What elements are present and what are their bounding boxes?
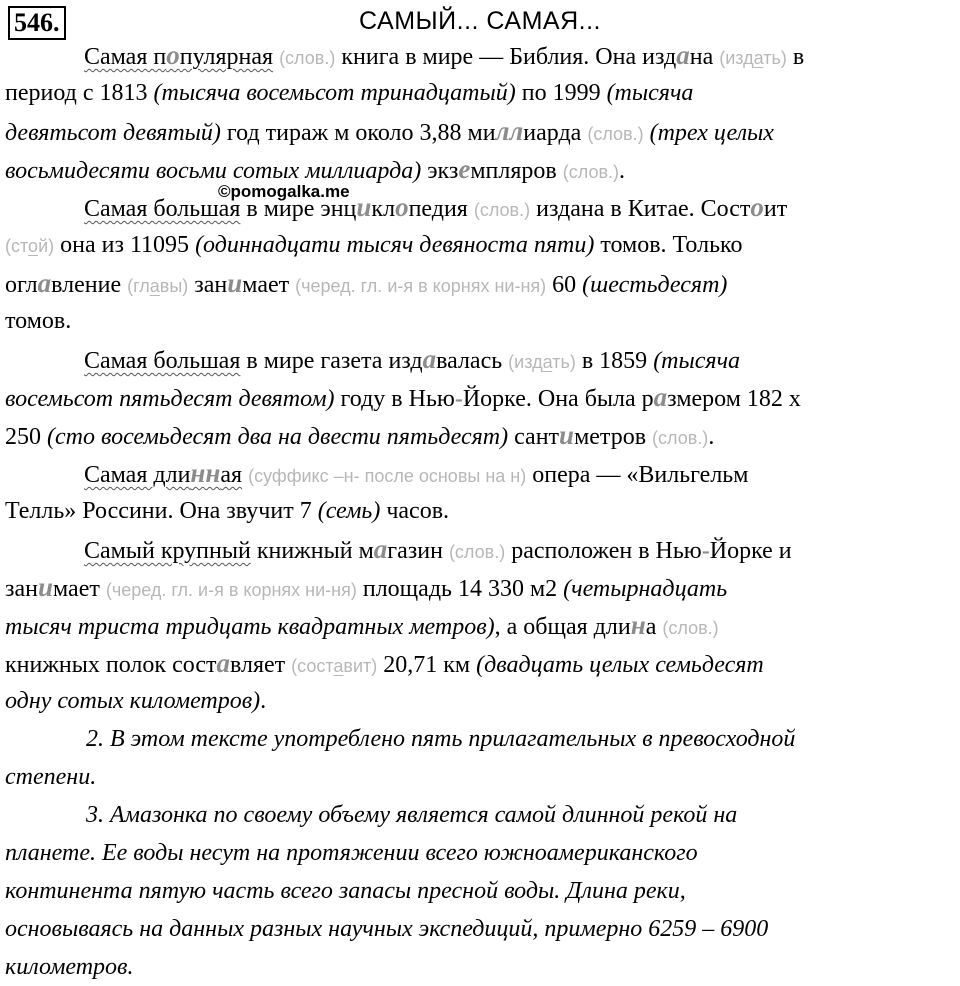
p5-line-2: занимает (черед. гл. и-я в корнях ни-ня) площадь 14 330 м2 (четырнадцать: [5, 572, 728, 602]
highlighted-letter: а: [653, 382, 668, 412]
highlighted-phrase: Самая длинная: [84, 458, 243, 488]
note: (черед. гл. и-я в корнях ни-ня): [295, 276, 547, 296]
p2-line-2: (стой) она из 11095 (одиннадцати тысяч девяноста пяти) томов. Только: [5, 232, 743, 258]
highlighted-letter: и: [356, 192, 372, 222]
note: (составит): [291, 656, 378, 676]
note: (главы): [127, 276, 189, 296]
p1-line-4: восьмидесяти восьми сотых миллиарда) экземпляров (слов.).: [5, 154, 626, 184]
note: (слов.): [587, 124, 644, 144]
note: (слов.): [562, 162, 620, 182]
task3-line-1: 3. Амазонка по своему объему является самой длинной рекой на: [86, 802, 738, 828]
task3-line-5: километров.: [5, 954, 134, 980]
note: (черед. гл. и-я в корнях ни-ня): [105, 580, 357, 600]
highlighted-letter: и: [37, 572, 54, 602]
p2-line-3: оглавление (главы) занимает (черед. гл. и-я в корнях ни-ня) 60 (шестьдесят): [5, 268, 728, 298]
highlighted-letter: лл: [495, 116, 524, 146]
note: (издать): [508, 352, 576, 372]
note: (слов.): [473, 200, 531, 220]
watermark: ©pomogalka.me: [218, 182, 350, 201]
note: (суффикс –н- после основы на н): [248, 466, 527, 486]
p5-line-3: тысяч триста тридцать квадратных метров), а общая длина (слов.): [5, 610, 719, 640]
highlighted-letter: а: [373, 534, 388, 564]
p1-line-3: девятьсот девятый) год тираж м около 3,88 миллиарда (слов.) (трех целых: [5, 116, 774, 146]
highlighted-letter: нн: [190, 458, 221, 488]
task2-line-1: 2. В этом тексте употреблено пять прилагательных в превосходной: [86, 726, 796, 752]
p5-line-1: Самый крупный книжный магазин (слов.) расположен в Нью-Йорке и: [84, 534, 792, 564]
exercise-text: [5, 36, 955, 986]
highlighted-letter: о: [750, 192, 764, 222]
p4-line-2: Телль» Россини. Она звучит 7 (семь) часов.: [5, 498, 450, 524]
p3-line-3: 250 (сто восемьдесят два на двести пятьдесят) сантиметров (слов.).: [5, 420, 715, 450]
task3-line-3: континента пятую часть всего запасы пресной воды. Длина реки,: [5, 878, 686, 904]
task3-line-2: планете. Ее воды несут на протяжении всего южноамериканского: [5, 840, 698, 866]
highlighted-letter: о: [395, 192, 409, 222]
note: (слов.): [448, 542, 506, 562]
note: (слов.): [652, 428, 709, 448]
highlighted-letter: а: [676, 40, 690, 70]
p5-line-5: одну сотых километров).: [5, 688, 267, 714]
p1-line-2: период с 1813 (тысяча восемьсот тринадцатый) по 1999 (тысяча: [5, 80, 694, 106]
note: (стой): [5, 236, 55, 256]
note: (слов.): [662, 618, 719, 638]
highlighted-letter: н: [630, 610, 646, 640]
highlighted-phrase: Самая популярная: [84, 40, 274, 70]
exercise-number: 546.: [8, 6, 66, 40]
task2-line-2: степени.: [5, 764, 97, 790]
p3-line-2: восемьсот пятьдесят девятом) году в Нью-Йорке. Она была размером 182 х: [5, 382, 801, 412]
highlighted-letter: о: [166, 40, 180, 70]
highlighted-letter: и: [227, 268, 243, 298]
task3-line-4: основываясь на данных разных научных экспедиций, примерно 6259 – 6900: [5, 916, 769, 942]
p2-line-4: томов.: [5, 308, 72, 334]
highlighted-letter: а: [422, 344, 437, 374]
p4-line-1: Самая длинная (суффикс –н- после основы на н) опера — «Вильгельм: [84, 458, 749, 488]
highlighted-letter: е: [458, 154, 471, 184]
note: (издать): [719, 48, 787, 68]
highlighted-letter: а: [216, 648, 230, 678]
highlighted-letter: а: [37, 268, 52, 298]
note: (слов.): [279, 48, 336, 68]
p5-line-4: книжных полок составляет (составит) 20,71 км (двадцать целых семьдесят: [5, 648, 764, 678]
p2-line-1: Самая большая в мире энциклопедия (слов.) издана в Китае. Состоит: [84, 192, 788, 222]
p1-line-1: Самая популярная (слов.) книга в мире — Библия. Она издана (издать) в: [84, 40, 805, 70]
exercise-title: САМЫЙ... САМАЯ...: [359, 7, 601, 35]
p3-line-1: Самая большая в мире газета издавалась (издать) в 1859 (тысяча: [84, 344, 741, 374]
highlighted-letter: и: [559, 420, 575, 450]
